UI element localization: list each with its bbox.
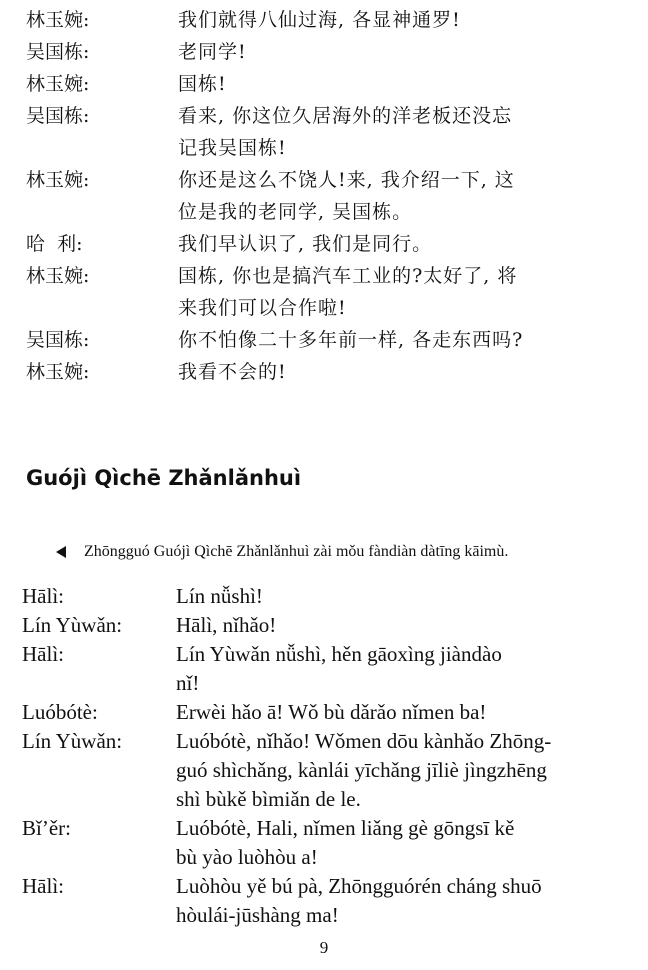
dialogue-row <box>26 324 626 356</box>
dialogue-text <box>178 164 594 228</box>
pinyin-dialogue <box>22 582 622 930</box>
dialogue-line: 记我吴国栋! <box>178 137 287 159</box>
speaker-name: Lín Yùwǎn: <box>22 613 123 637</box>
dialogue-text <box>178 260 594 324</box>
dialogue-text <box>176 640 600 698</box>
dialogue-row <box>22 727 622 814</box>
dialogue-text <box>178 324 594 356</box>
speaker-name: 哈 利: <box>26 233 83 255</box>
dialogue-text <box>178 100 594 164</box>
dialogue-text <box>176 727 600 814</box>
dialogue-line: 你不怕像二十多年前一样, 各走东西吗? <box>178 329 524 351</box>
speaker-name: 吴国栋: <box>26 329 90 351</box>
speaker-name: 林玉婉: <box>26 9 90 31</box>
dialogue-line: Lín nǚshì! <box>176 584 263 608</box>
dialogue-line: 来我们可以合作啦! <box>178 297 347 319</box>
dialogue-text <box>176 582 600 611</box>
dialogue-line: 老同学! <box>178 41 247 63</box>
speaker-name: 吴国栋: <box>26 41 90 63</box>
speaker-name: Luóbótè: <box>22 700 98 724</box>
dialogue-line: hòulái-jūshàng ma! <box>176 903 339 927</box>
dialogue-text <box>176 698 600 727</box>
dialogue-text <box>178 68 594 100</box>
dialogue-line: 我们就得八仙过海, 各显神通罗! <box>178 9 461 31</box>
dialogue-text <box>178 356 594 388</box>
dialogue-line: guó shìchǎng, kànlái yīchǎng jīliè jìngzhēng <box>176 758 547 782</box>
dialogue-line: Lín Yùwǎn nǚshì, hěn gāoxìng jiàndào <box>176 642 502 666</box>
dialogue-line: 国栋, 你也是搞汽车工业的?太好了, 将 <box>178 265 518 287</box>
page-number: 9 <box>319 938 329 957</box>
section-title: Guójì Qìchē Zhǎnlǎnhuì <box>26 466 302 490</box>
dialogue-row <box>26 164 626 228</box>
dialogue-row <box>26 260 626 324</box>
dialogue-line: 我看不会的! <box>178 361 287 383</box>
dialogue-row <box>22 814 622 872</box>
dialogue-line: 国栋! <box>178 73 227 95</box>
dialogue-text <box>176 611 600 640</box>
dialogue-line: Hālì, nǐhǎo! <box>176 613 277 637</box>
dialogue-line: 你还是这么不饶人!来, 我介绍一下, 这 <box>178 169 515 191</box>
dialogue-line: nǐ! <box>176 671 200 695</box>
speaker-name: Bǐ’ěr: <box>22 816 71 840</box>
dialogue-line: 看来, 你这位久居海外的洋老板还没忘 <box>178 105 513 127</box>
speaker-name: 林玉婉: <box>26 361 90 383</box>
speaker-name: 林玉婉: <box>26 169 90 191</box>
dialogue-row <box>26 36 626 68</box>
dialogue-line: 位是我的老同学, 吴国栋。 <box>178 201 413 223</box>
dialogue-text <box>178 228 594 260</box>
speaker-name: 吴国栋: <box>26 105 90 127</box>
dialogue-row <box>22 698 622 727</box>
dialogue-text <box>176 872 600 930</box>
scene-note-text: Zhōngguó Guójì Qìchē Zhǎnlǎnhuì zài mǒu fàndiàn dàtīng kāimù. <box>84 543 509 560</box>
dialogue-line: Luòhòu yě bú pà, Zhōngguórén cháng shuō <box>176 874 542 898</box>
dialogue-line: Erwèi hǎo ā! Wǒ bù dǎrǎo nǐmen ba! <box>176 700 487 724</box>
dialogue-text <box>178 4 594 36</box>
speaker-name: 林玉婉: <box>26 73 90 95</box>
speaker-name: Hālì: <box>22 874 64 898</box>
dialogue-row <box>22 611 622 640</box>
dialogue-row <box>26 228 626 260</box>
speaker-name: 林玉婉: <box>26 265 90 287</box>
speaker-name: Lín Yùwǎn: <box>22 729 123 753</box>
dialogue-line: Luóbótè, nǐhǎo! Wǒmen dōu kànhǎo Zhōng- <box>176 729 552 753</box>
dialogue-line: 我们早认识了, 我们是同行。 <box>178 233 433 255</box>
dialogue-row <box>22 640 622 698</box>
dialogue-row <box>26 4 626 36</box>
dialogue-row <box>22 872 622 930</box>
chinese-dialogue <box>26 4 626 388</box>
dialogue-row <box>26 68 626 100</box>
dialogue-row <box>26 100 626 164</box>
dialogue-row <box>22 582 622 611</box>
scene-note <box>56 543 616 561</box>
dialogue-text <box>178 36 594 68</box>
dialogue-text <box>176 814 600 872</box>
dialogue-line: shì bùkě bìmiǎn de le. <box>176 787 361 811</box>
dialogue-line: Luóbótè, Hali, nǐmen liǎng gè gōngsī kě <box>176 816 515 840</box>
play-audio-icon[interactable] <box>56 546 66 558</box>
speaker-name: Hālì: <box>22 584 64 608</box>
dialogue-row <box>26 356 626 388</box>
dialogue-line: bù yào luòhòu a! <box>176 845 318 869</box>
speaker-name: Hālì: <box>22 642 64 666</box>
